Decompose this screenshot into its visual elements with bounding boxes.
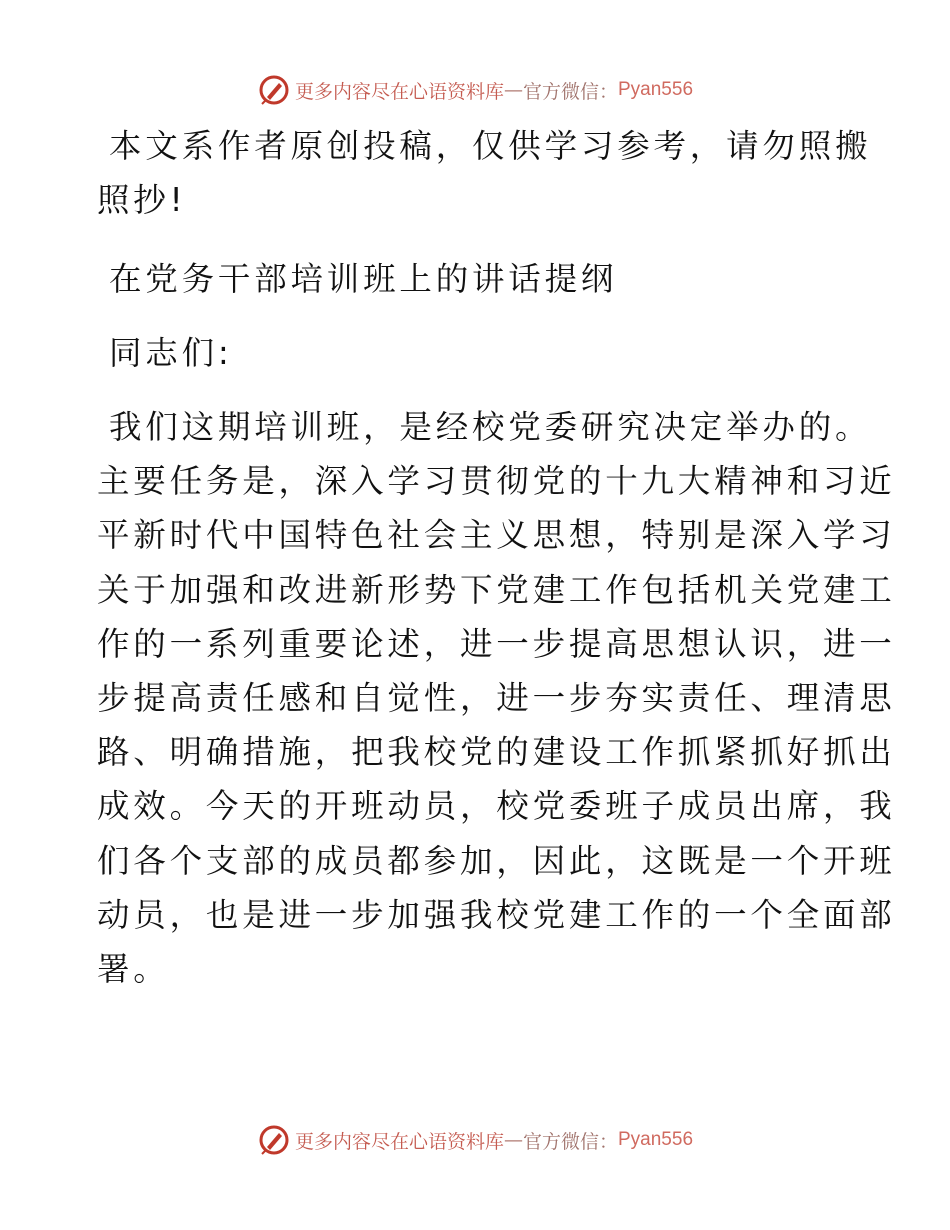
body-line: 路、明确措施，把我校党的建设工作抓紧抓好抓出 [97, 733, 896, 772]
body-line: 动员，也是进一步加强我校党建工作的一个全面部 [97, 895, 896, 934]
footer-watermark [0, 1120, 950, 1160]
notice-line: 本文系作者原创投稿，仅供学习参考，请勿照搬 [109, 127, 872, 165]
watermark-official-label: 官方微信： [522, 1130, 618, 1153]
notice-line: 照抄! [97, 181, 187, 220]
body-line: 步提高责任感和自觉性，进一步夯实责任、理清思 [97, 679, 896, 718]
body-line: 平新时代中国特色社会主义思想，特别是深入学习 [97, 516, 896, 555]
greeting-block [97, 326, 853, 380]
copyright-notice [97, 119, 872, 227]
document-title: 在党务干部培训班上的讲话提纲 [109, 260, 618, 298]
pen-logo-icon [257, 73, 291, 107]
body-line: 主要任务是，深入学习贯彻党的十九大精神和习近 [97, 462, 896, 501]
watermark-dash: — [503, 1129, 523, 1151]
document-title-block [97, 252, 853, 306]
watermark-official-label: 官方微信： [522, 80, 618, 103]
watermark-dash: — [503, 79, 523, 101]
pen-logo-icon [257, 1123, 291, 1157]
body-paragraph [97, 400, 896, 996]
body-line: 们各个支部的成员都参加，因此，这既是一个开班 [97, 841, 896, 880]
watermark-wechat-id: Pyan556 [618, 79, 694, 100]
body-line: 作的一系列重要论述，进一步提高思想认识，进一 [97, 624, 896, 663]
watermark-site-text: 更多内容尽在心语资料库 [294, 1130, 504, 1153]
watermark-wechat-id: Pyan556 [618, 1129, 694, 1150]
body-line: 署。 [97, 950, 170, 989]
body-line: 我们这期培训班，是经校党委研究决定举办的。 [109, 408, 872, 446]
body-line: 成效。今天的开班动员，校党委班子成员出席，我 [97, 787, 896, 826]
body-line: 关于加强和改进新形势下党建工作包括机关党建工 [97, 570, 896, 609]
header-watermark [0, 70, 950, 110]
watermark-site-text: 更多内容尽在心语资料库 [294, 80, 504, 103]
greeting: 同志们: [109, 334, 233, 372]
